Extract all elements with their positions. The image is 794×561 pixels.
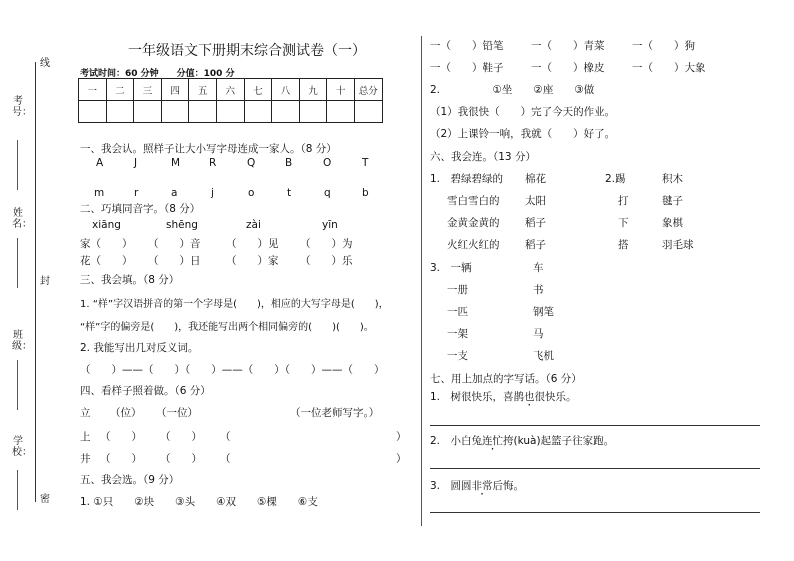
q2-title: 二、巧填同音字。（8 分） (80, 203, 201, 215)
q4-title: 四、看样子照着做。（6 分） (80, 385, 211, 397)
side-label-seal: 封 (40, 276, 50, 287)
match-left[interactable]: 一匹 (447, 306, 468, 318)
match-right[interactable]: 太阳 (525, 195, 546, 207)
letter-lower: t (287, 187, 292, 199)
pinyin: zài (246, 219, 261, 231)
fill-blank[interactable]: （ (220, 453, 231, 465)
letter-upper: M (171, 157, 181, 169)
match-left[interactable]: 一册 (447, 284, 468, 296)
match-right[interactable]: 积木 (662, 173, 683, 185)
fill-blank[interactable]: （ ） (160, 431, 202, 443)
q7-sentence-1 (430, 389, 577, 404)
binding-line (35, 62, 36, 502)
score-header: 四 (161, 79, 189, 101)
side-label-school: 学校： (12, 436, 32, 458)
fill-blank[interactable]: （ ）音 (148, 238, 201, 250)
page-title: 一年级语文下册期末综合测试卷（一） (128, 43, 366, 59)
match-left[interactable]: 1. 碧绿碧绿的 (430, 173, 504, 185)
match-right[interactable]: 棉花 (525, 173, 546, 185)
match-right[interactable]: 钢笔 (533, 306, 554, 318)
score-header: 二 (106, 79, 134, 101)
score-cell[interactable] (161, 101, 189, 123)
answer-line[interactable] (430, 468, 760, 469)
letter-lower: q (324, 187, 331, 199)
fill-blank[interactable]: 一（ ）鞋子 (430, 62, 504, 74)
fill-blank[interactable]: （ ） (160, 453, 202, 465)
match-right[interactable]: 稻子 (525, 239, 546, 251)
q4-char: 上 (80, 431, 91, 443)
match-left[interactable]: 2.踢 (605, 173, 626, 185)
score-cell[interactable] (216, 101, 244, 123)
q5-sentence-1[interactable]: （1）我很快（ ）完了今天的作业。 (430, 106, 616, 118)
blank-line (17, 140, 18, 190)
pinyin: yīn (322, 219, 338, 231)
q4-example: （位） (110, 407, 142, 419)
letter-lower: b (362, 187, 369, 199)
score-cell[interactable] (106, 101, 134, 123)
score-header: 七 (244, 79, 272, 101)
match-right[interactable]: 车 (533, 262, 544, 274)
blank-line (17, 360, 18, 410)
match-right[interactable]: 书 (533, 284, 544, 296)
letter-lower: a (171, 187, 178, 199)
q5-sentence-2[interactable]: （2）上课铃一响，我就（ ）好了。 (430, 128, 616, 140)
q3-line2: “样”字的偏旁是( )，我还能写出两个相同偏旁的( )( )。 (80, 322, 374, 333)
q1-title: 一、我会认。照样子让大小写字母连成一家人。（8 分） (80, 143, 337, 155)
match-left[interactable]: 下 (618, 217, 629, 229)
score-header: 十 (327, 79, 355, 101)
fill-blank[interactable]: ） (396, 431, 407, 443)
letter-lower: m (94, 187, 105, 199)
score-header: 六 (216, 79, 244, 101)
letter-upper: Q (247, 157, 256, 169)
score-header: 八 (272, 79, 300, 101)
match-right[interactable]: 马 (533, 328, 544, 340)
q4-example: （一位） (156, 407, 198, 419)
match-left[interactable]: 一支 (447, 350, 468, 362)
fill-blank[interactable]: 家（ ） (80, 238, 133, 250)
pinyin: xiāng (92, 219, 121, 231)
q7-dotted-word: 非常 (471, 480, 493, 492)
side-label-mi: 密 (40, 494, 50, 505)
exam-info: 考试时间：60 分钟 分值：100 分 (80, 69, 235, 79)
score-cell[interactable] (244, 101, 272, 123)
score-cell[interactable] (327, 101, 355, 123)
blank-line (17, 238, 18, 288)
q3-line3: 2. 我能写出几对反义词。 (80, 342, 199, 354)
fill-blank[interactable]: （ (220, 431, 231, 443)
fill-blank[interactable]: （ ） (100, 431, 142, 443)
side-label-line: 线 (40, 58, 50, 69)
q7-text: 后悔。 (492, 480, 525, 492)
fill-blank[interactable]: （ ）日 (148, 255, 201, 267)
match-left[interactable]: 雪白雪白的 (447, 195, 500, 207)
letter-upper: A (96, 157, 104, 169)
side-label-class: 班级： (12, 330, 32, 352)
match-left[interactable]: 3. 一辆 (430, 262, 472, 274)
fill-blank[interactable]: （ ）见 (226, 238, 279, 250)
score-cell[interactable] (272, 101, 300, 123)
match-left[interactable]: 金黄金黄的 (447, 217, 500, 229)
score-header: 三 (134, 79, 162, 101)
score-header: 一 (79, 79, 107, 101)
q5-title: 五、我会选。（9 分） (80, 474, 180, 486)
match-right[interactable]: 象棋 (662, 217, 683, 229)
score-cell[interactable] (354, 101, 382, 123)
score-header: 总分 (354, 79, 382, 101)
score-table (78, 78, 383, 123)
side-label-kaohao: 考号： (12, 96, 32, 118)
fill-blank[interactable]: （ ）家 (226, 255, 279, 267)
match-left[interactable]: 火红火红的 (447, 239, 500, 251)
q4-example: （一位老师写字。） (290, 407, 380, 419)
q4-example: 立 (80, 407, 91, 419)
q5-options: 1. ①只 ②块 ③头 ④双 ⑤棵 ⑥支 (80, 496, 318, 508)
q3-line4[interactable]: （ ）——（ ）（ ）——（ ）（ ）——（ ） (80, 364, 385, 376)
fill-blank[interactable]: （ ）为 (300, 238, 353, 250)
fill-blank[interactable]: 一（ ）大象 (632, 62, 706, 74)
letter-lower: o (248, 187, 255, 199)
q7-text: 挎(kuà)起篮子往家跑。 (503, 435, 615, 447)
q7-sentence-2 (430, 433, 614, 448)
letter-upper: B (285, 157, 293, 169)
q4-char: 井 (80, 453, 91, 465)
side-label-name: 姓名： (12, 208, 32, 230)
q3-line1: 1. “样”字汉语拼音的第一个字母是( )，相应的大写字母是( )， (80, 299, 389, 310)
fill-blank[interactable]: （ ）乐 (300, 255, 353, 267)
fill-blank[interactable]: 花（ ） (80, 255, 133, 267)
letter-upper: T (362, 157, 369, 169)
answer-line[interactable] (430, 425, 760, 426)
q7-dotted-word: 也 (524, 391, 535, 403)
q7-text: 3. 圆圆 (430, 480, 472, 492)
match-right[interactable]: 羽毛球 (662, 239, 694, 251)
score-cell[interactable] (299, 101, 327, 123)
q3-title: 三、我会填。（8 分） (80, 274, 180, 286)
letter-upper: O (323, 157, 332, 169)
fill-blank[interactable]: 一（ ）铅笔 (430, 40, 504, 52)
match-right[interactable]: 飞机 (533, 350, 554, 362)
letter-lower: r (134, 187, 139, 199)
match-left[interactable]: 打 (618, 195, 629, 207)
answer-line[interactable] (430, 512, 760, 513)
letter-upper: R (209, 157, 217, 169)
score-header: 九 (299, 79, 327, 101)
q7-dotted-word: 连忙 (482, 435, 504, 447)
fill-blank[interactable]: （ ） (100, 453, 142, 465)
q7-sentence-3 (430, 478, 524, 493)
fill-blank[interactable]: 一（ ）橡皮 (531, 62, 605, 74)
fill-blank[interactable]: ） (396, 453, 407, 465)
pinyin: shēng (166, 219, 198, 231)
score-cell[interactable] (189, 101, 217, 123)
fill-blank[interactable]: 一（ ）青菜 (531, 40, 605, 52)
q7-title: 七、用上加点的字写话。（6 分） (430, 373, 582, 385)
q6-title: 六、我会连。（13 分） (430, 151, 536, 163)
score-cell[interactable] (79, 101, 107, 123)
fill-blank[interactable]: 一（ ）狗 (632, 40, 695, 52)
match-left[interactable]: 搭 (618, 239, 629, 251)
blank-line (17, 470, 18, 510)
q5-choices-2: 2. ①坐 ②座 ③做 (430, 84, 595, 96)
match-right[interactable]: 毽子 (662, 195, 683, 207)
column-divider (421, 36, 422, 526)
score-cell[interactable] (134, 101, 162, 123)
q7-text: 1. 树很快乐，喜鹊 (430, 391, 525, 403)
q7-text: 很快乐。 (534, 391, 577, 403)
letter-upper: J (134, 157, 138, 169)
match-right[interactable]: 稻子 (525, 217, 546, 229)
q7-text: 2. 小白兔 (430, 435, 483, 447)
letter-lower: j (211, 187, 214, 199)
score-header: 五 (189, 79, 217, 101)
match-left[interactable]: 一架 (447, 328, 468, 340)
